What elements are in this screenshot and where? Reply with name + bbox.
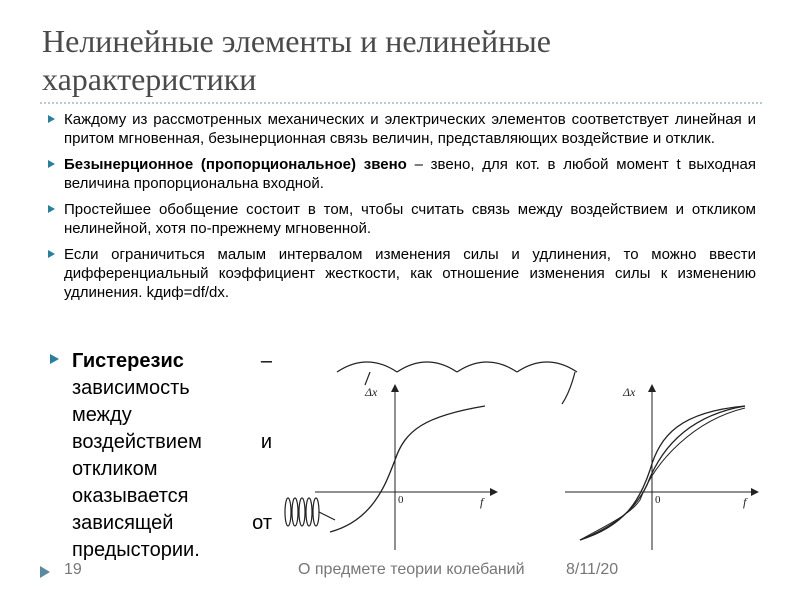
hysteresis-text: предыстории. (72, 539, 200, 561)
hysteresis-text: между (72, 404, 132, 426)
footer-title: О предмете теории колебаний (298, 561, 525, 578)
bullet-arrow-icon (48, 115, 55, 123)
footer-arrow-icon (40, 566, 50, 578)
hysteresis-text: от (252, 512, 272, 534)
hysteresis-dash: – (260, 350, 272, 372)
bullet-item (44, 200, 756, 238)
footer-date: 8/11/20 (566, 561, 619, 578)
bullet-arrow-icon (48, 160, 55, 168)
hysteresis-term: Гистерезис (72, 350, 184, 372)
bullet-text: Если ограничиться малым интервалом изменения силы и удлинения, то можно ввести дифференциальный коэффициент жесткости, как отношение изменения силы к изменению удлинения. kдиф=df/dx. (64, 246, 756, 301)
spring-icon (285, 498, 335, 526)
hysteresis-text: откликом (72, 458, 158, 480)
left-x-axis-label: f (480, 495, 484, 509)
bullet-item (44, 245, 756, 302)
title-divider (40, 102, 762, 104)
bullet-text: – звено, для кот. в любой момент t выходная величина пропорциональна входной. (64, 156, 757, 192)
hysteresis-text: оказывается (72, 485, 189, 507)
bullet-list (44, 110, 756, 309)
bullet-text: Каждому из рассмотренных механических и электрических элементов соответствует линейная и притом мгновенная, безынерционная связь величин, представляющих воздействие и отклик. (64, 111, 756, 147)
hysteresis-text: воздействием (72, 431, 202, 453)
hysteresis-text: зависимость (72, 377, 190, 399)
bullet-item (44, 110, 756, 148)
right-x-axis-label: f (743, 495, 747, 509)
bullet-arrow-icon (48, 250, 55, 258)
hysteresis-text: и (260, 431, 272, 453)
left-y-axis-label: Δx (365, 385, 378, 399)
hysteresis-text: зависящей (72, 512, 174, 534)
right-origin-label: 0 (655, 494, 661, 506)
left-origin-label: 0 (398, 494, 404, 506)
bullet-text: Простейшее обобщение состоит в том, чтобы считать связь между воздействием и откликом нелинейной, хотя по-прежнему мгновенной. (64, 201, 756, 237)
hysteresis-definition (50, 348, 272, 564)
slide-title: Нелинейные элементы и нелинейные характеристики (42, 23, 551, 97)
bullet-arrow-icon (48, 205, 55, 213)
right-y-axis-label: Δx (623, 385, 636, 399)
hysteresis-figure (275, 350, 765, 560)
bullet-term: Безынерционное (пропорциональное) звено (64, 156, 407, 173)
bullet-item (44, 155, 756, 193)
footer-page-number: 19 (64, 561, 82, 578)
right-graph (565, 384, 759, 550)
left-graph (315, 384, 498, 550)
